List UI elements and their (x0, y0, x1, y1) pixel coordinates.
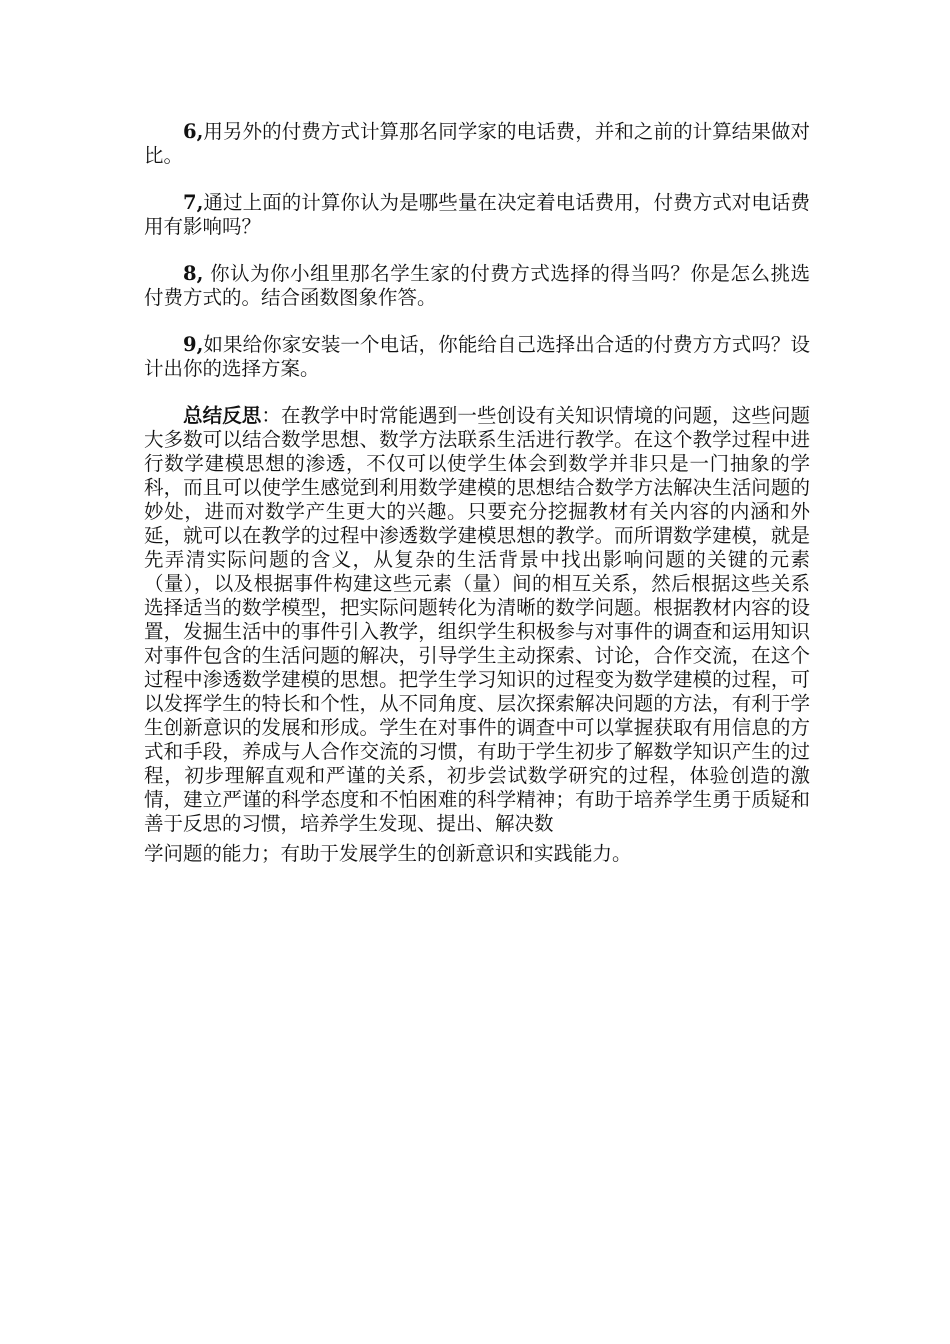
question-number: 9, (183, 333, 204, 356)
summary-last-line: 学问题的能力；有助于发展学生的创新意识和实践能力。 (144, 842, 632, 865)
summary-paragraph (144, 404, 810, 872)
question-text: 如果给你家安装一个电话，你能给自己选择出合适的付费方方式吗？设计出你的选择方案。 (144, 333, 810, 380)
summary-body: ：在教学中时常能遇到一些创设有关知识情境的问题，这些问题大多数可以结合数学思想、数学方法联系生活进行教学。在这个教学过程中进行数学建模思想的渗透，不仅可以使学生体会到数学并非只是一门抽象的学科，而且可以使学生感觉到利用数学建模的思想结合数学方法解决生活问题的妙处，进而对数学产生更大的兴趣。只要充分挖掘教材有关内容的内涵和外延，就可以在教学的过程中渗透数学建模思想的教学。而所谓数学建模，就是先弄清实际问题的含义，从复杂的生活背景中找出影响问题的关键的元素（量），以及根据事件构建这些元素（量）间的相互关系，然后根据这些关系选择适当的数学模型，把实际问题转化为清晰的数学问题。根据教材内容的设置，发掘生活中的事件引入教学，组织学生积极参与对事件的调查和运用知识对事件包含的生活问题的解决，引导学生主动探索、讨论，合作交流，在这个过程中渗透数学建模的思想。把学生学习知识的过程变为数学建模的过程，可以发挥学生的特长和个性，从不同角度、层次探索解决问题的方法，有利于学生创新意识的发展和形成。学生在对事件的调查中可以掌握获取有用信息的方式和手段，养成与人合作交流的习惯，有助于学生初步了解数学知识产生的过程，初步理解直观和严谨的关系，初步尝试数学研究的过程，体验创造的激情，建立严谨的科学态度和不怕困难的科学精神；有助于培养学生勇于质疑和善于反思的习惯，培养学生发现、提出、解决数 (144, 404, 810, 835)
question-number: 7, (183, 191, 204, 214)
question-8 (144, 262, 810, 310)
question-9 (144, 333, 810, 381)
question-number: 6, (183, 120, 204, 143)
question-7 (144, 191, 810, 239)
summary-heading: 总结反思 (183, 404, 262, 427)
question-text: 用另外的付费方式计算那名同学家的电话费，并和之前的计算结果做对比。 (144, 120, 810, 167)
question-text: 你认为你小组里那名学生家的付费方式选择的得当吗？你是怎么挑选付费方式的。结合函数图象作答。 (144, 262, 810, 309)
document-page (144, 120, 810, 895)
question-text: 通过上面的计算你认为是哪些量在决定着电话费用，付费方式对电话费用有影响吗？ (144, 191, 810, 238)
question-6 (144, 120, 810, 168)
question-number: 8, (183, 262, 204, 285)
